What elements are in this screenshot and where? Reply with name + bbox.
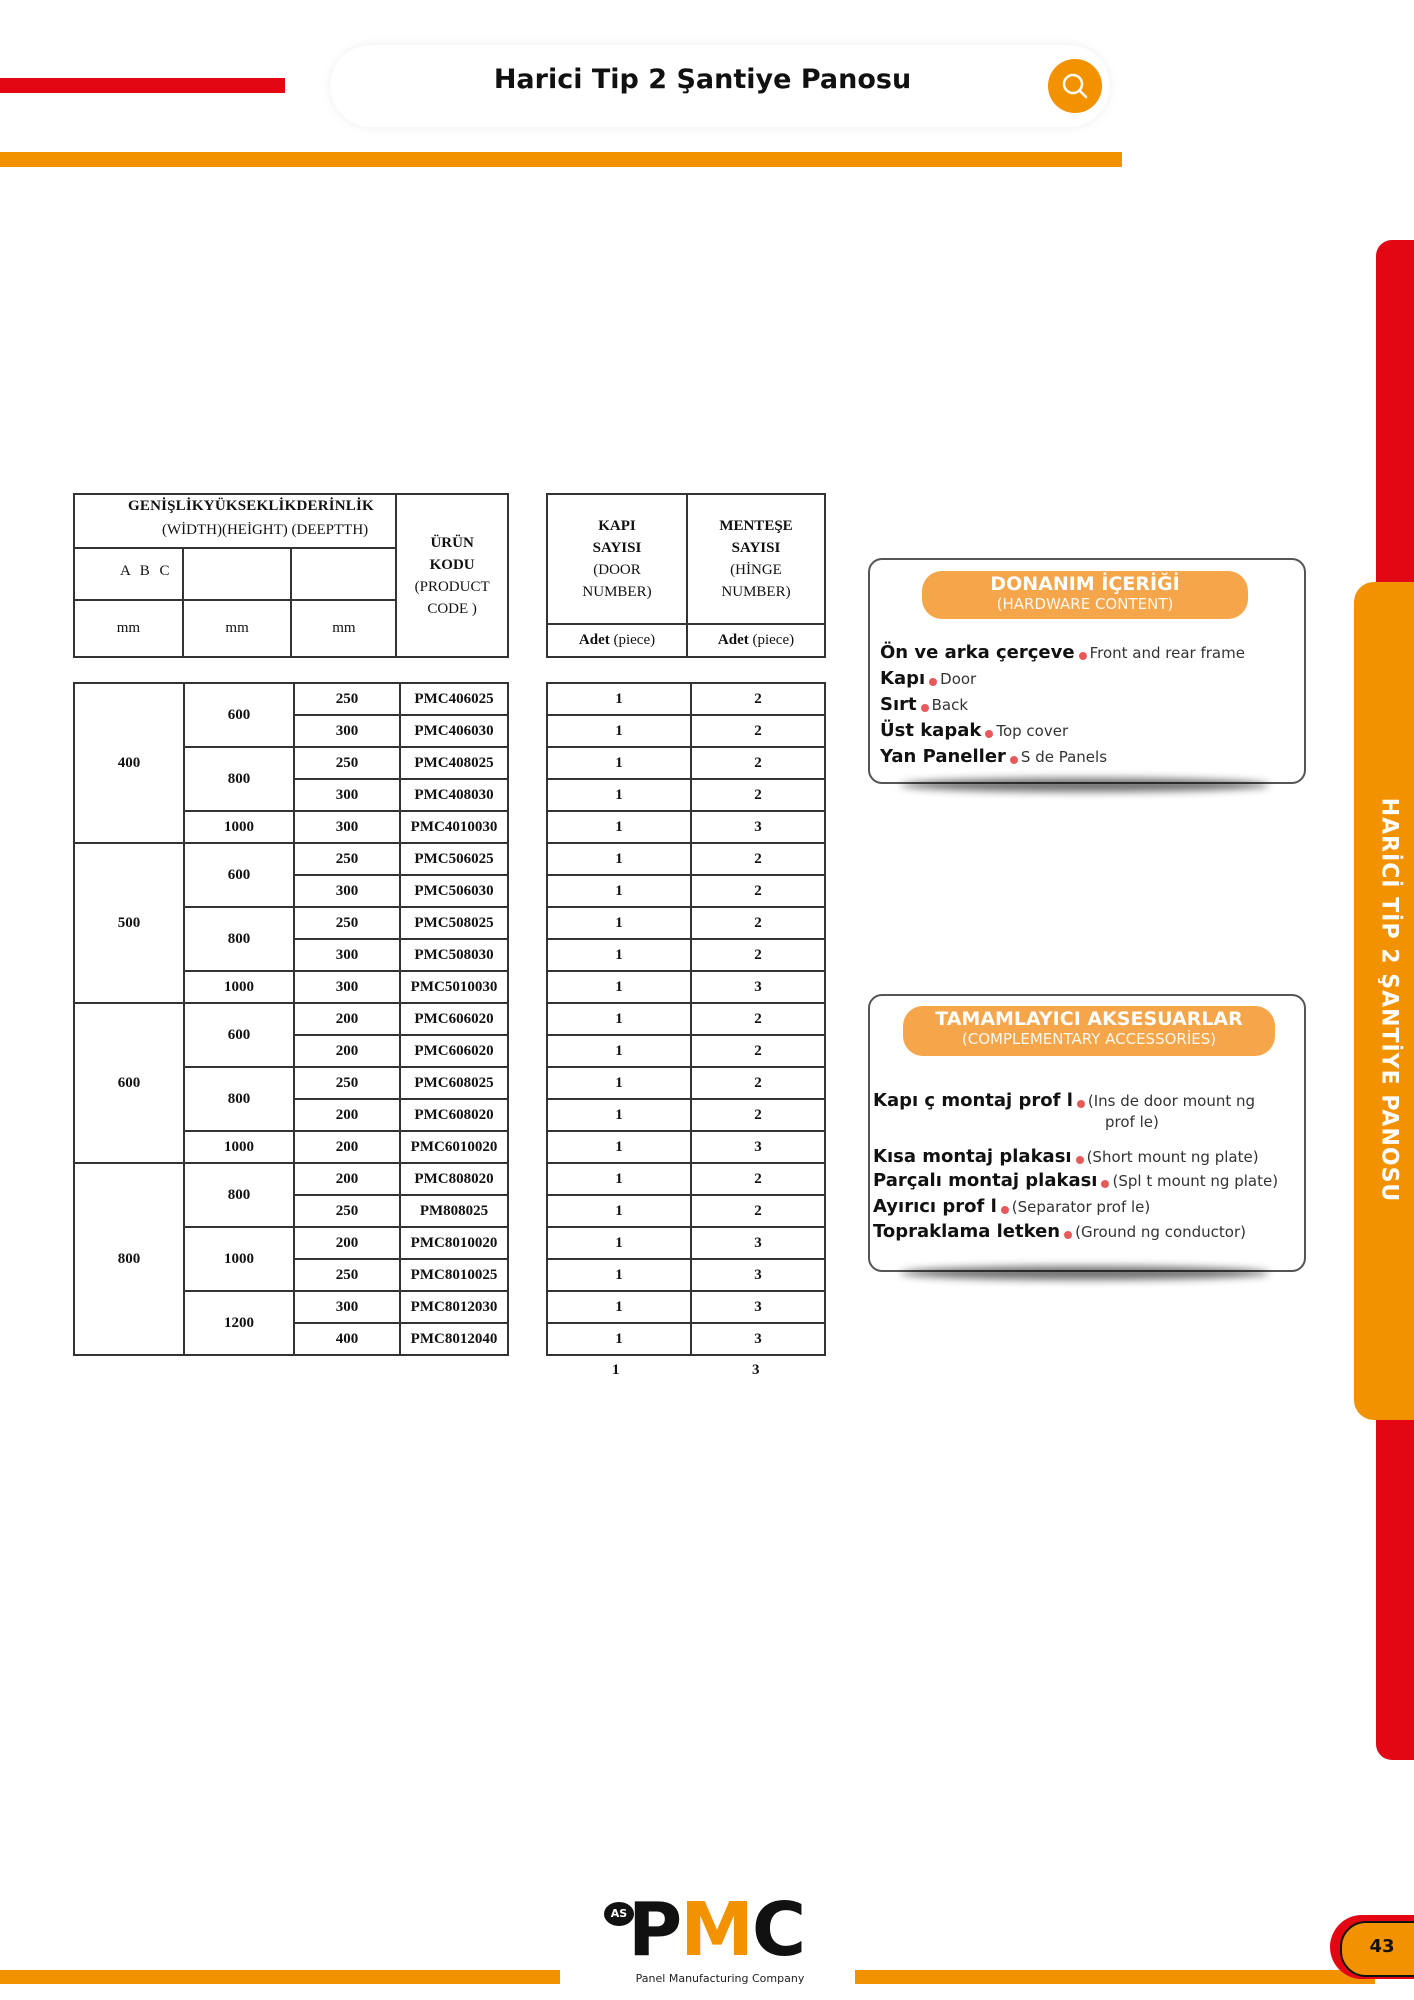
- card-shadow: [900, 778, 1270, 792]
- door-count: 1: [547, 1163, 691, 1195]
- product-code: PMC6010020: [400, 1131, 508, 1163]
- depth-value: 250: [294, 1067, 400, 1099]
- hinge-count-header: [687, 494, 825, 624]
- product-code: PMC508030: [400, 939, 508, 971]
- product-code: PMC408030: [400, 779, 508, 811]
- product-row: [74, 1163, 508, 1195]
- page-title: Harici Tip 2 Şantiye Panosu: [493, 64, 912, 95]
- logo-tagline: Panel Manufacturing Company: [635, 1972, 805, 1985]
- accessories-title: TAMAMLAYICI AKSESUARLAR: [935, 1008, 1243, 1030]
- depth-value: 250: [294, 1259, 400, 1291]
- hinge-count: 2: [691, 907, 825, 939]
- hinge-count: 3: [691, 971, 825, 1003]
- height-value: 1000: [184, 971, 294, 1003]
- hinge-count: 3: [691, 1227, 825, 1259]
- count-row: [547, 1291, 825, 1323]
- product-code: PMC608025: [400, 1067, 508, 1099]
- door-count: 1: [547, 843, 691, 875]
- hinge-count: 2: [691, 875, 825, 907]
- count-row: [547, 1259, 825, 1291]
- unit-depth: mm: [291, 600, 396, 657]
- count-row: [547, 1131, 825, 1163]
- hinge-count: 2: [691, 1003, 825, 1035]
- door-count: 1: [547, 1003, 691, 1035]
- accessory-item-tr: Parçalı montaj plakası: [873, 1170, 1098, 1191]
- bullet-dot-icon: [1079, 652, 1087, 660]
- hinge-count: 2: [691, 939, 825, 971]
- product-code: PMC406025: [400, 683, 508, 715]
- accessory-item-en: (Spl t mount ng plate): [1112, 1172, 1279, 1190]
- bullet-dot-icon: [985, 730, 993, 738]
- door-unit: [547, 624, 687, 657]
- search-icon: [1048, 59, 1102, 113]
- product-code: PMC808020: [400, 1163, 508, 1195]
- depth-value: 200: [294, 1099, 400, 1131]
- unit-width: mm: [74, 600, 183, 657]
- logo-letter-m: M: [680, 1887, 752, 1973]
- door-count: 1: [547, 1035, 691, 1067]
- header-red-bar: [0, 78, 285, 93]
- hardware-item-tr: Kapı: [880, 668, 926, 689]
- product-code: PMC4010030: [400, 811, 508, 843]
- page-number: 43: [1369, 1936, 1395, 1957]
- product-code: PMC606020: [400, 1003, 508, 1035]
- dimension-header-label: GENİŞLİKYÜKSEKLİKDERİNLİK: [128, 498, 374, 514]
- header-orange-bar: [0, 152, 1122, 167]
- bullet-dot-icon: [1076, 1156, 1084, 1164]
- product-code: PMC8010020: [400, 1227, 508, 1259]
- product-code: PM808025: [400, 1195, 508, 1227]
- product-row: [74, 843, 508, 875]
- product-code: PMC508025: [400, 907, 508, 939]
- count-row: [547, 1003, 825, 1035]
- accessory-item-en: (Ground ng conductor): [1075, 1223, 1246, 1241]
- hinge-label-en: (HİNGE NUMBER): [721, 562, 791, 600]
- height-value: 1000: [184, 1227, 294, 1291]
- logo-letter-p: P: [628, 1887, 681, 1973]
- hardware-item: [880, 642, 1245, 663]
- product-row: [74, 683, 508, 715]
- height-value: 1000: [184, 811, 294, 843]
- door-count: 1: [547, 939, 691, 971]
- door-label-en: (DOOR NUMBER): [582, 562, 652, 600]
- accessory-item-en: (Ins de door mount ng: [1087, 1092, 1256, 1110]
- bullet-dot-icon: [929, 678, 937, 686]
- hardware-item-en: Top cover: [996, 722, 1069, 740]
- hardware-content-title: DONANIM İÇERİĞİ: [990, 573, 1180, 595]
- hinge-count: 2: [691, 843, 825, 875]
- extra-hinge-count: 3: [752, 1362, 760, 1378]
- count-row: [547, 1067, 825, 1099]
- hardware-item-en: Front and rear frame: [1089, 644, 1245, 662]
- hinge-label: MENTEŞE SAYISI: [719, 518, 793, 556]
- depth-value: 300: [294, 971, 400, 1003]
- door-count: 1: [547, 1067, 691, 1099]
- bullet-dot-icon: [1001, 1206, 1009, 1214]
- depth-value: 200: [294, 1227, 400, 1259]
- depth-value: 300: [294, 875, 400, 907]
- hinge-count: 3: [691, 811, 825, 843]
- door-count: 1: [547, 1291, 691, 1323]
- bullet-dot-icon: [1010, 756, 1018, 764]
- hardware-content-subtitle: (HARDWARE CONTENT): [996, 595, 1174, 613]
- hardware-item-en: S de Panels: [1020, 748, 1108, 766]
- hinge-count: 2: [691, 1163, 825, 1195]
- side-tab-label: HARİCİ TİP 2 ŞANTİYE PANOSU: [1376, 797, 1402, 1203]
- depth-value: 200: [294, 1003, 400, 1035]
- count-row: [547, 939, 825, 971]
- accessory-item: [873, 1090, 1255, 1131]
- hinge-count: 3: [691, 1323, 825, 1355]
- unit-height: mm: [183, 600, 292, 657]
- accessory-item: [873, 1221, 1246, 1242]
- depth-value: 200: [294, 1163, 400, 1195]
- depth-value: 250: [294, 683, 400, 715]
- accessory-item-en: (Separator prof le): [1011, 1198, 1151, 1216]
- footer-orange-bar-left: [0, 1970, 560, 1984]
- door-count: 1: [547, 683, 691, 715]
- product-code-label: ÜRÜN KODU: [429, 534, 475, 573]
- hardware-item-tr: Sırt: [880, 694, 917, 715]
- product-table: [73, 682, 509, 1356]
- counts-header-table: [546, 493, 826, 658]
- product-row: [74, 1003, 508, 1035]
- depth-value: 250: [294, 1195, 400, 1227]
- accessories-subtitle: (COMPLEMENTARY ACCESSORİES): [961, 1030, 1217, 1048]
- door-count: 1: [547, 779, 691, 811]
- count-row: [547, 1035, 825, 1067]
- piece-label: (piece): [752, 632, 795, 648]
- width-value: 500: [74, 843, 184, 1003]
- height-value: 600: [184, 1003, 294, 1067]
- hinge-count: 3: [691, 1291, 825, 1323]
- logo-letter-c: C: [751, 1887, 805, 1973]
- product-code: PMC406030: [400, 715, 508, 747]
- hardware-item-tr: Ön ve arka çerçeve: [880, 642, 1075, 663]
- hinge-count: 2: [691, 1099, 825, 1131]
- door-count: 1: [547, 1323, 691, 1355]
- bullet-dot-icon: [1064, 1231, 1072, 1239]
- depth-value: 300: [294, 1291, 400, 1323]
- logo-badge: AS: [604, 1902, 634, 1926]
- height-value: 800: [184, 747, 294, 811]
- hinge-count: 2: [691, 779, 825, 811]
- product-code: PMC608020: [400, 1099, 508, 1131]
- hinge-count: 2: [691, 1067, 825, 1099]
- accessory-item: [873, 1170, 1278, 1191]
- bullet-dot-icon: [1101, 1180, 1109, 1188]
- count-row: [547, 715, 825, 747]
- product-code-header: [396, 494, 508, 657]
- hardware-item-en: Back: [931, 696, 969, 714]
- height-value: 600: [184, 683, 294, 747]
- hinge-unit: [687, 624, 825, 657]
- door-count: 1: [547, 1259, 691, 1291]
- door-count: 1: [547, 811, 691, 843]
- product-code-en: (PRODUCT CODE ): [414, 578, 490, 617]
- depth-value: 200: [294, 1131, 400, 1163]
- depth-value: 250: [294, 747, 400, 779]
- hardware-item-tr: Üst kapak: [880, 720, 982, 741]
- count-row: [547, 1323, 825, 1355]
- count-row: [547, 1099, 825, 1131]
- count-row: [547, 1227, 825, 1259]
- height-value: 800: [184, 1067, 294, 1131]
- adet-label: Adet: [717, 632, 749, 648]
- count-row: [547, 1195, 825, 1227]
- door-count: 1: [547, 1099, 691, 1131]
- product-code: PMC506025: [400, 843, 508, 875]
- hinge-count: 3: [691, 1259, 825, 1291]
- width-value: 800: [74, 1163, 184, 1355]
- height-value: 800: [184, 907, 294, 971]
- depth-value: 300: [294, 779, 400, 811]
- hinge-count: 2: [691, 683, 825, 715]
- product-code: PMC8012030: [400, 1291, 508, 1323]
- bullet-dot-icon: [921, 704, 929, 712]
- door-count: 1: [547, 907, 691, 939]
- piece-label: (piece): [613, 632, 656, 648]
- accessory-item-en-cont: prof le): [1105, 1113, 1159, 1131]
- adet-label: Adet: [578, 632, 610, 648]
- door-count: 1: [547, 1227, 691, 1259]
- height-value: 800: [184, 1163, 294, 1227]
- card-shadow: [900, 1266, 1270, 1280]
- width-value: 400: [74, 683, 184, 843]
- accessories-badge: [903, 1006, 1275, 1056]
- search-button[interactable]: [1048, 59, 1102, 113]
- hardware-item: [880, 720, 1068, 741]
- depth-value: 250: [294, 843, 400, 875]
- accessory-item-tr: Kısa montaj plakası: [873, 1146, 1072, 1167]
- product-code: PMC8012040: [400, 1323, 508, 1355]
- hardware-item: [880, 668, 976, 689]
- hinge-count: 2: [691, 1195, 825, 1227]
- counts-table: [546, 682, 826, 1356]
- depth-value: 400: [294, 1323, 400, 1355]
- count-row: [547, 779, 825, 811]
- count-row: [547, 907, 825, 939]
- door-count: 1: [547, 875, 691, 907]
- count-row: [547, 843, 825, 875]
- depth-value: 300: [294, 939, 400, 971]
- height-value: 600: [184, 843, 294, 907]
- door-count: 1: [547, 1195, 691, 1227]
- door-label: KAPI SAYISI: [592, 518, 642, 556]
- hinge-count: 3: [691, 1131, 825, 1163]
- product-code: PMC606020: [400, 1035, 508, 1067]
- accessory-item: [873, 1196, 1150, 1217]
- hardware-content-badge: [922, 571, 1248, 619]
- accessory-item-tr: Kapı ç montaj prof l: [873, 1090, 1073, 1111]
- product-code: PMC408025: [400, 747, 508, 779]
- depth-value: 250: [294, 907, 400, 939]
- hardware-item-en: Door: [940, 670, 977, 688]
- abc-label: A B C: [120, 563, 170, 579]
- width-value: 600: [74, 1003, 184, 1163]
- height-value: 1200: [184, 1291, 294, 1355]
- door-count-header: [547, 494, 687, 624]
- depth-value: 200: [294, 1035, 400, 1067]
- count-row: [547, 971, 825, 1003]
- accessory-item-en: (Short mount ng plate): [1086, 1148, 1259, 1166]
- count-row: [547, 1163, 825, 1195]
- footer-orange-bar-right: [855, 1970, 1375, 1984]
- depth-cell: [291, 548, 396, 600]
- count-row: [547, 747, 825, 779]
- product-code: PMC506030: [400, 875, 508, 907]
- count-row: [547, 811, 825, 843]
- depth-value: 300: [294, 715, 400, 747]
- door-count: 1: [547, 1131, 691, 1163]
- hinge-count: 2: [691, 1035, 825, 1067]
- accessory-item-tr: Ayırıcı prof l: [873, 1196, 997, 1217]
- extra-door-count: 1: [612, 1362, 620, 1378]
- count-row: [547, 875, 825, 907]
- count-row: [547, 683, 825, 715]
- door-count: 1: [547, 971, 691, 1003]
- door-count: 1: [547, 715, 691, 747]
- dimension-header-label-en: (WİDTH)(HEİGHT) (DEEPTTH): [162, 522, 369, 538]
- hardware-item-tr: Yan Paneller: [880, 746, 1006, 767]
- bullet-dot-icon: [1077, 1100, 1085, 1108]
- accessory-item: [873, 1146, 1259, 1167]
- product-code: PMC8010025: [400, 1259, 508, 1291]
- depth-value: 300: [294, 811, 400, 843]
- pmc-logo: [628, 1887, 805, 1973]
- hinge-count: 2: [691, 747, 825, 779]
- door-count: 1: [547, 747, 691, 779]
- hardware-item: [880, 694, 968, 715]
- product-code: PMC5010030: [400, 971, 508, 1003]
- hinge-count: 2: [691, 715, 825, 747]
- height-cell: [183, 548, 292, 600]
- hardware-item: [880, 746, 1107, 767]
- height-value: 1000: [184, 1131, 294, 1163]
- accessory-item-tr: Topraklama letken: [873, 1221, 1061, 1242]
